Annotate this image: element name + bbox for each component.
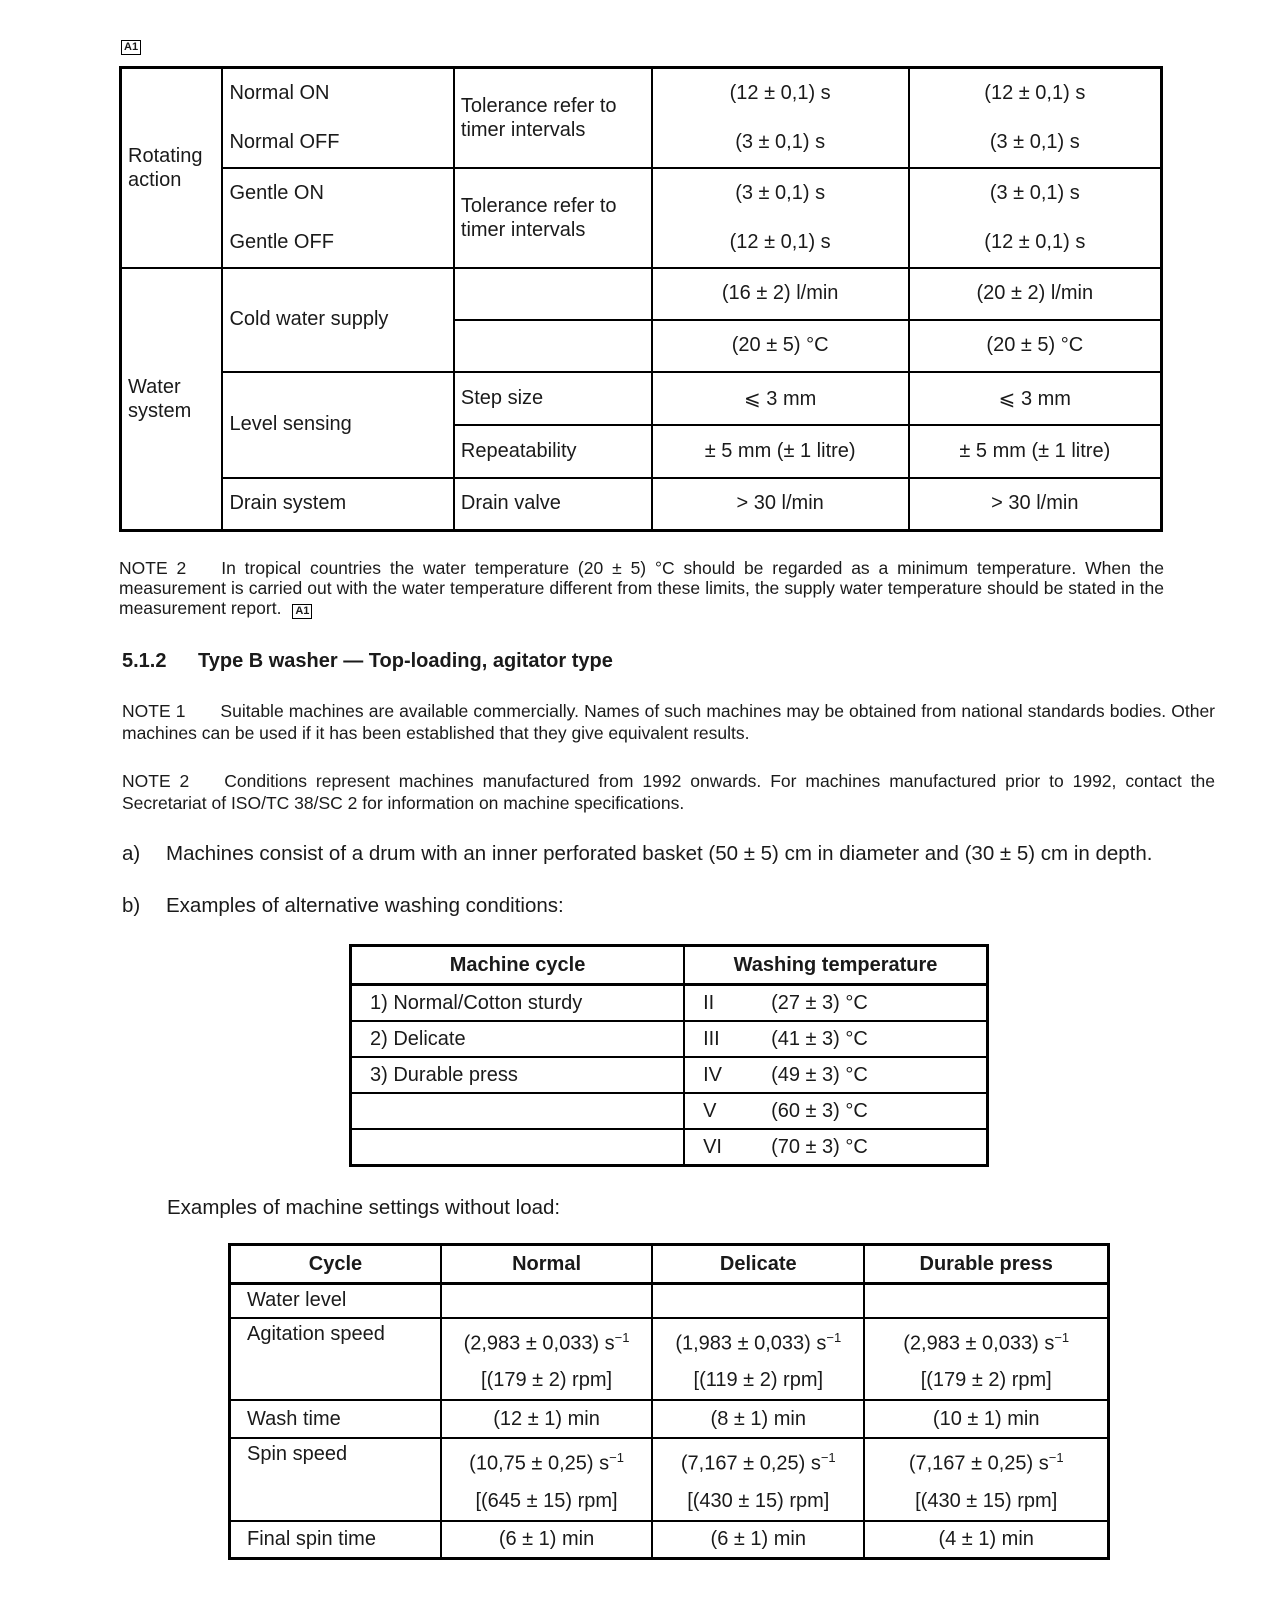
unit: s — [1044, 1332, 1055, 1355]
gentle-on-a: (3 ± 0,1) s — [735, 181, 826, 204]
agitation-delicate — [652, 1318, 864, 1401]
water-system-label: Water system — [121, 268, 223, 531]
unit-exponent: −1 — [1048, 1450, 1064, 1466]
table-row — [230, 1400, 1109, 1438]
gentle-values-a — [652, 168, 909, 268]
gentle-off-a: (12 ± 0,1) s — [729, 230, 831, 253]
row-label-water-level: Water level — [230, 1284, 441, 1318]
wash-durable: (10 ± 1) min — [864, 1400, 1108, 1438]
row-label-final-spin: Final spin time — [230, 1521, 441, 1559]
repeatability-label: Repeatability — [454, 425, 652, 478]
step-size-label: Step size — [454, 372, 652, 425]
agit-rpm: [(179 ± 2) rpm] — [481, 1369, 613, 1392]
temp-value: (27 ± 3) °C — [771, 991, 868, 1014]
temp-level: VI — [703, 1135, 722, 1158]
final-delicate: (6 ± 1) min — [652, 1521, 864, 1559]
normal-off-b: (3 ± 0,1) s — [989, 130, 1080, 153]
unit: s — [810, 1452, 821, 1475]
note-tropical — [119, 558, 1164, 619]
spin-value: (7,167 ± 0,25) — [680, 1452, 806, 1475]
cycle-cell: 3) Durable press — [351, 1057, 685, 1093]
gentle-off-b: (12 ± 0,1) s — [984, 230, 1086, 253]
agit-value: (2,983 ± 0,033) — [463, 1332, 600, 1355]
temp-b: (20 ± 5) °C — [909, 320, 1162, 372]
gentle-off-label: Gentle OFF — [229, 230, 334, 253]
header-delicate: Delicate — [652, 1245, 864, 1284]
spin-rpm: [(645 ± 15) rpm] — [475, 1489, 618, 1512]
unit-exponent: −1 — [609, 1450, 624, 1466]
unit-exponent: −1 — [1054, 1329, 1070, 1345]
table-row — [351, 1021, 988, 1057]
table-row — [351, 1093, 988, 1129]
agitation-normal — [441, 1318, 652, 1401]
unit-exponent: −1 — [826, 1329, 842, 1345]
normal-on-label: Normal ON — [229, 81, 330, 104]
drain-system-label: Drain system — [222, 478, 453, 531]
header-cycle: Cycle — [230, 1245, 441, 1284]
spin-normal — [441, 1438, 652, 1521]
empty-cell — [864, 1284, 1108, 1318]
table-row — [230, 1318, 1109, 1401]
temp-cell — [684, 1057, 987, 1093]
valve-a: > 30 l/min — [652, 478, 909, 531]
gentle-cell — [222, 168, 453, 268]
spin-rpm: [(430 ± 15) rpm] — [687, 1489, 830, 1512]
rotating-action-label: Rotating action — [121, 68, 223, 268]
repeat-b: ± 5 mm (± 1 litre) — [909, 425, 1162, 478]
section-title: Type B washer — Top-loading, agitator type — [198, 650, 613, 672]
header-normal: Normal — [441, 1245, 652, 1284]
amendment-end-marker: A1 — [292, 604, 312, 619]
spin-delicate — [652, 1438, 864, 1521]
temp-cell — [684, 1021, 987, 1057]
header-durable-press: Durable press — [864, 1245, 1108, 1284]
wash-delicate: (8 ± 1) min — [652, 1400, 864, 1438]
temp-value: (70 ± 3) °C — [771, 1135, 868, 1158]
note-tropical-text: NOTE 2 In tropical countries the water temperature (20 ± 5) °C should be regarded as a minimum temperature. When the measurement is carried out with the water temperature different from these limits, the supply water temperature should be stated in the measurement report. — [119, 558, 1164, 618]
agitation-durable — [864, 1318, 1108, 1401]
step-a: ⩽ 3 mm — [652, 372, 909, 425]
row-label-agitation: Agitation speed — [230, 1318, 441, 1401]
level-sensing-label: Level sensing — [222, 372, 453, 478]
temp-level: IV — [703, 1063, 722, 1086]
agit-value: (1,983 ± 0,033) — [675, 1332, 811, 1355]
repeat-a: ± 5 mm (± 1 litre) — [652, 425, 909, 478]
item-a-text: Machines consist of a drum with an inner perforated basket (50 ± 5) cm in diameter and (30 ± 5) cm in depth. — [166, 842, 1153, 865]
cycle-cell — [351, 1129, 685, 1166]
table-row — [351, 985, 988, 1022]
tolerance-gentle: Tolerance refer to timer intervals — [454, 168, 652, 268]
unit-exponent: −1 — [820, 1450, 836, 1466]
gentle-values-b — [909, 168, 1162, 268]
normal-on-b: (12 ± 0,1) s — [984, 81, 1086, 104]
unit-exponent: −1 — [614, 1329, 630, 1345]
temp-a: (20 ± 5) °C — [652, 320, 909, 372]
temp-value: (60 ± 3) °C — [771, 1099, 868, 1122]
agit-rpm: [(179 ± 2) rpm] — [920, 1369, 1052, 1392]
step-b: ⩽ 3 mm — [909, 372, 1162, 425]
unit: s — [599, 1452, 610, 1475]
flow-a: (16 ± 2) l/min — [652, 268, 909, 320]
normal-off-label: Normal OFF — [229, 130, 340, 153]
temp-level: V — [703, 1099, 717, 1122]
spin-durable — [864, 1438, 1108, 1521]
note-2: NOTE 2 Conditions represent machines manufactured from 1992 onwards. For machines manufactured prior to 1992, contact the Secretariat of ISO/TC 38/SC 2 for information on machine specifications. — [122, 771, 1215, 813]
cold-water-label: Cold water supply — [222, 268, 453, 372]
spin-rpm: [(430 ± 15) rpm] — [915, 1489, 1058, 1512]
item-b-label: b) — [122, 894, 141, 917]
final-normal: (6 ± 1) min — [441, 1521, 652, 1559]
row-label-spin-speed: Spin speed — [230, 1438, 441, 1521]
table-row — [230, 1521, 1109, 1559]
item-b — [122, 894, 564, 918]
gentle-on-b: (3 ± 0,1) s — [989, 181, 1080, 204]
valve-b: > 30 l/min — [909, 478, 1162, 531]
gentle-on-label: Gentle ON — [229, 181, 324, 204]
item-a — [122, 842, 1152, 866]
wash-normal: (12 ± 1) min — [441, 1400, 652, 1438]
temp-value: (49 ± 3) °C — [771, 1063, 868, 1086]
unit: s — [816, 1332, 827, 1355]
note-1: NOTE 1 Suitable machines are available commercially. Names of such machines may be obtained from national standards bodies. Other machines can be used if it has been established that they give equivalent results. — [122, 701, 1215, 743]
rotating-water-spec-table — [119, 66, 1163, 532]
amendment-start-marker: A1 — [121, 40, 141, 55]
empty-cell — [652, 1284, 864, 1318]
spin-value: (7,167 ± 0,25) — [908, 1452, 1034, 1475]
table-row — [230, 1284, 1109, 1318]
table-row — [230, 1438, 1109, 1521]
empty-cell — [454, 268, 652, 320]
empty-cell — [454, 320, 652, 372]
unit: s — [1038, 1452, 1049, 1475]
normal-values-b — [909, 68, 1162, 168]
normal-values-a — [652, 68, 909, 168]
normal-off-a: (3 ± 0,1) s — [735, 130, 826, 153]
temp-value: (41 ± 3) °C — [771, 1027, 868, 1050]
spin-value: (10,75 ± 0,25) — [469, 1452, 594, 1475]
item-a-label: a) — [122, 842, 141, 865]
table-row — [351, 1129, 988, 1166]
cycle-cell: 2) Delicate — [351, 1021, 685, 1057]
washing-conditions-table — [349, 944, 989, 1167]
flow-b: (20 ± 2) l/min — [909, 268, 1162, 320]
unit: s — [604, 1332, 615, 1355]
tolerance-normal: Tolerance refer to timer intervals — [454, 68, 652, 168]
agit-value: (2,983 ± 0,033) — [903, 1332, 1039, 1355]
normal-on-a: (12 ± 0,1) s — [729, 81, 831, 104]
section-heading — [122, 650, 613, 673]
empty-cell — [441, 1284, 652, 1318]
normal-cell — [222, 68, 453, 168]
final-durable: (4 ± 1) min — [864, 1521, 1108, 1559]
drain-valve-label: Drain valve — [454, 478, 652, 531]
item-b-text: Examples of alternative washing conditions: — [166, 894, 564, 917]
temp-level: II — [703, 991, 715, 1014]
cycle-cell — [351, 1093, 685, 1129]
machine-settings-table — [228, 1243, 1110, 1560]
header-machine-cycle: Machine cycle — [351, 946, 685, 985]
table-row — [351, 1057, 988, 1093]
temp-cell — [684, 1093, 987, 1129]
temp-level: III — [703, 1027, 720, 1050]
cycle-cell: 1) Normal/Cotton sturdy — [351, 985, 685, 1022]
temp-cell — [684, 985, 987, 1022]
temp-cell — [684, 1129, 987, 1166]
settings-caption: Examples of machine settings without load: — [167, 1196, 561, 1219]
section-number: 5.1.2 — [122, 650, 167, 672]
agit-rpm: [(119 ± 2) rpm] — [693, 1369, 824, 1392]
header-washing-temp: Washing temperature — [684, 946, 987, 985]
row-label-wash-time: Wash time — [230, 1400, 441, 1438]
